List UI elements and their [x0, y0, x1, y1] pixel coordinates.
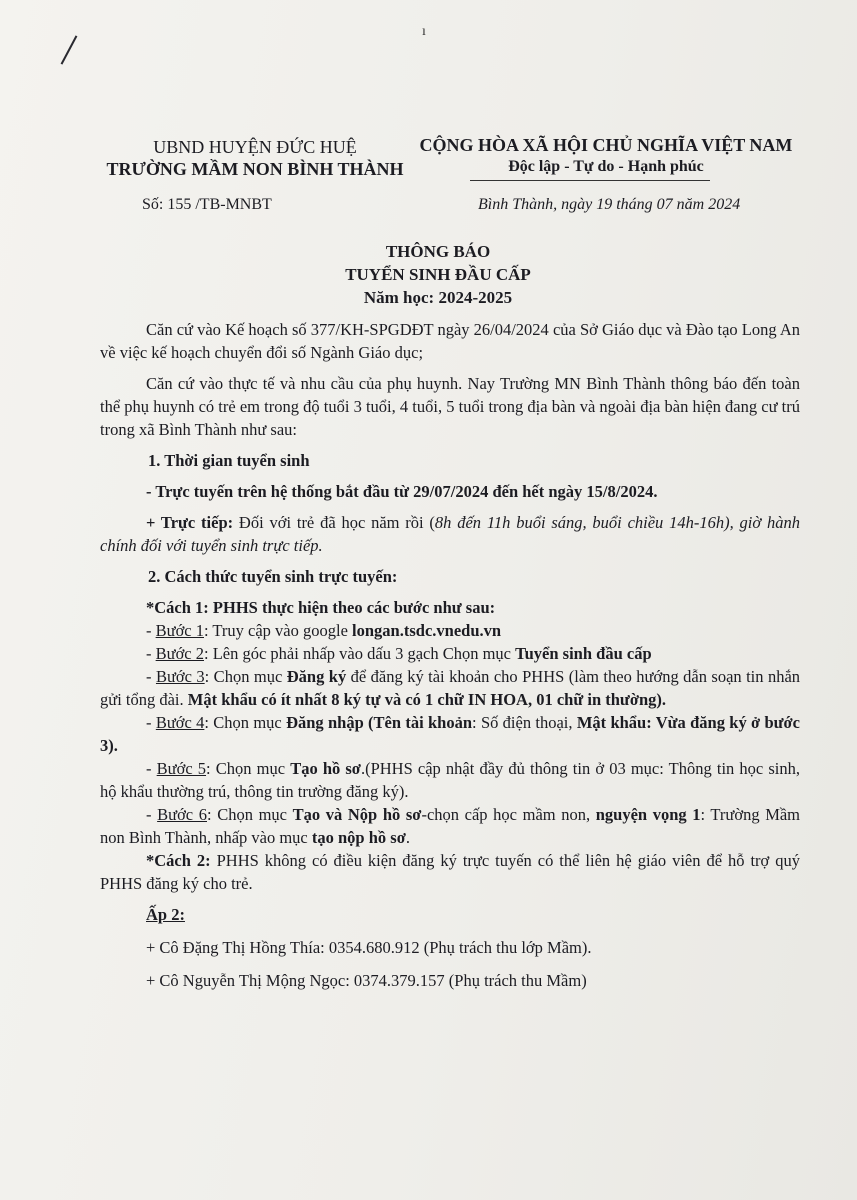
- step-3-text-1: : Chọn mục: [204, 667, 287, 686]
- document-body: [100, 318, 800, 1002]
- contact-2: + Cô Nguyễn Thị Mộng Ngọc: 0374.379.157 (Phụ trách thu Mầm): [146, 971, 587, 990]
- step-5-text-1: : Chọn mục: [206, 759, 291, 778]
- step-6-text-4: .: [405, 828, 410, 847]
- national-motto: Độc lập - Tự do - Hạnh phúc: [508, 158, 704, 175]
- method-1-label: *Cách 1: PHHS thực hiện theo các bước như sau:: [146, 598, 496, 617]
- step-2-text: : Lên góc phải nhấp vào dấu 3 gạch Chọn mục: [204, 644, 516, 663]
- step-2-label: Bước 2: [155, 644, 204, 663]
- step-1-url: longan.tsdc.vnedu.vn: [352, 621, 502, 640]
- paragraph-basis-2: Căn cứ vào thực tế và nhu cầu của phụ huynh. Nay Trường MN Bình Thành thông báo đến toàn thể phụ huynh có trẻ em trong độ tuổi 3 tuổi, 4 tuổi, 5 tuổi trong địa bàn và ngoài địa bàn hiện đang cư trú trong xã Bình Thành như sau:: [100, 374, 800, 439]
- step-4-bold-2: Mật khẩu: Vừa đăng ký ở bước 3).: [100, 713, 801, 755]
- step-3-label: Bước 3: [155, 667, 205, 686]
- national-header: [415, 134, 797, 178]
- title-line-2: TUYỂN SINH ĐẦU CẤP: [345, 265, 531, 284]
- online-period: - Trực tuyến trên hệ thống bắt đầu từ 29/07/2024 đến hết ngày 15/8/2024.: [146, 482, 658, 501]
- step-3-text-2: để đăng ký tài khoản cho PHHS (làm theo hướng dẫn soạn tin nhắn gửi tổng đài.: [100, 667, 801, 709]
- step-6-text-1: : Chọn mục: [207, 805, 293, 824]
- section-1-heading: 1. Thời gian tuyển sinh: [148, 451, 310, 470]
- step-3-bold-1: Đăng ký: [286, 667, 347, 686]
- step-4-text-1: : Chọn mục: [204, 713, 287, 732]
- method-2: [100, 849, 800, 895]
- step-1: - Bước 1: Truy cập vào google longan.tsdc.vnedu.vn: [146, 621, 502, 640]
- step-6-text-2: -chọn cấp học mầm non,: [421, 805, 596, 824]
- step-2: - Bước 2: Lên góc phải nhấp vào dấu 3 gạch Chọn mục Tuyển sinh đầu cấp: [146, 644, 652, 663]
- paragraph-basis-1: Căn cứ vào Kế hoạch số 377/KH-SPGDĐT ngày 26/04/2024 của Sở Giáo dục và Đào tạo Long An về việc kế hoạch chuyển đổi số Ngành Giáo dục;: [100, 320, 800, 362]
- direct-hours: 8h đến 11h buổi sáng, buổi chiều 14h-16h), giờ hành chính đối với tuyển sinh trực tiếp.: [100, 513, 800, 555]
- issuer-header: [100, 136, 410, 180]
- step-6-text-3: : Trường Mầm non Bình Thành, nhấp vào mục: [100, 805, 801, 847]
- document-number: Số: 155 /TB-MNBT: [142, 196, 272, 213]
- step-6-bold-2: nguyện vọng 1: [595, 805, 701, 824]
- step-6: - Bước 6: Chọn mục Tạo và Nộp hồ sơ-chọn cấp học mầm non, nguyện vọng 1: Trường Mầm non Bình Thành, nhấp vào mục tạo nộp hồ sơ.: [100, 805, 801, 847]
- document-title: [228, 240, 648, 309]
- document-date: Bình Thành, ngày 19 tháng 07 năm 2024: [478, 196, 741, 213]
- pen-dot: ı: [422, 24, 426, 39]
- method-2-text: PHHS không có điều kiện đăng ký trực tuyến có thể liên hệ giáo viên để hỗ trợ quý PHHS đăng ký cho trẻ.: [100, 851, 800, 893]
- step-5-label: Bước 5: [156, 759, 207, 778]
- step-4-text-2: : Số điện thoại,: [472, 713, 577, 732]
- step-5-bold: Tạo hồ sơ: [290, 759, 361, 778]
- motto-underline: [470, 180, 710, 181]
- step-5: - Bước 5: Chọn mục Tạo hồ sơ.(PHHS cập nhật đầy đủ thông tin ở 03 mục: Thông tin học sinh, hộ khẩu thường trú, thông tin trường đăng ký).: [100, 759, 801, 801]
- step-3: - Bước 3: Chọn mục Đăng ký để đăng ký tài khoản cho PHHS (làm theo hướng dẫn soạn tin nhắn gửi tổng đài. Mật khẩu có ít nhất 8 ký tự và có 1 chữ IN HOA, 01 chữ in thường).: [100, 667, 801, 709]
- step-4: - Bước 4: Chọn mục Đăng nhập (Tên tài khoản: Số điện thoại, Mật khẩu: Vừa đăng ký ở bước 3).: [100, 713, 801, 755]
- step-1-label: Bước 1: [155, 621, 204, 640]
- step-4-bold-1: Đăng nhập (Tên tài khoản: [286, 713, 473, 732]
- step-3-bold-2: Mật khẩu có ít nhất 8 ký tự và có 1 chữ IN HOA, 01 chữ in thường).: [187, 690, 667, 709]
- national-title: CỘNG HÒA XÃ HỘI CHỦ NGHĨA VIỆT NAM: [419, 135, 793, 155]
- contacts-heading: Ấp 2:: [146, 905, 185, 924]
- step-4-label: Bước 4: [155, 713, 205, 732]
- issuer-district: UBND HUYỆN ĐỨC HUỆ: [153, 137, 357, 157]
- step-6-bold-1: Tạo và Nộp hồ sơ: [292, 805, 422, 824]
- step-2-bold: Tuyển sinh đầu cấp: [515, 644, 652, 663]
- title-line-3: Năm học: 2024-2025: [363, 288, 513, 307]
- issuer-school: TRƯỜNG MẦM NON BÌNH THÀNH: [106, 159, 404, 179]
- step-5-text-2: .(PHHS cập nhật đầy đủ thông tin ở 03 mục: Thông tin học sinh, hộ khẩu thường trú, thông tin trường đăng ký).: [100, 759, 801, 801]
- direct-text: Đối với trẻ đã học năm rồi (: [233, 513, 435, 532]
- step-6-label: Bước 6: [157, 805, 207, 824]
- step-1-text: : Truy cập vào google: [204, 621, 353, 640]
- direct-period: [100, 511, 800, 557]
- pen-mark: [61, 35, 78, 64]
- title-line-1: THÔNG BÁO: [385, 242, 491, 261]
- direct-label: + Trực tiếp:: [146, 513, 234, 532]
- contact-1: + Cô Đặng Thị Hồng Thía: 0354.680.912 (Phụ trách thu lớp Mầm).: [146, 938, 592, 957]
- section-2-heading: 2. Cách thức tuyển sinh trực tuyến:: [148, 567, 398, 586]
- step-6-bold-3: tạo nộp hồ sơ: [311, 828, 406, 847]
- method-2-label: *Cách 2:: [146, 851, 211, 870]
